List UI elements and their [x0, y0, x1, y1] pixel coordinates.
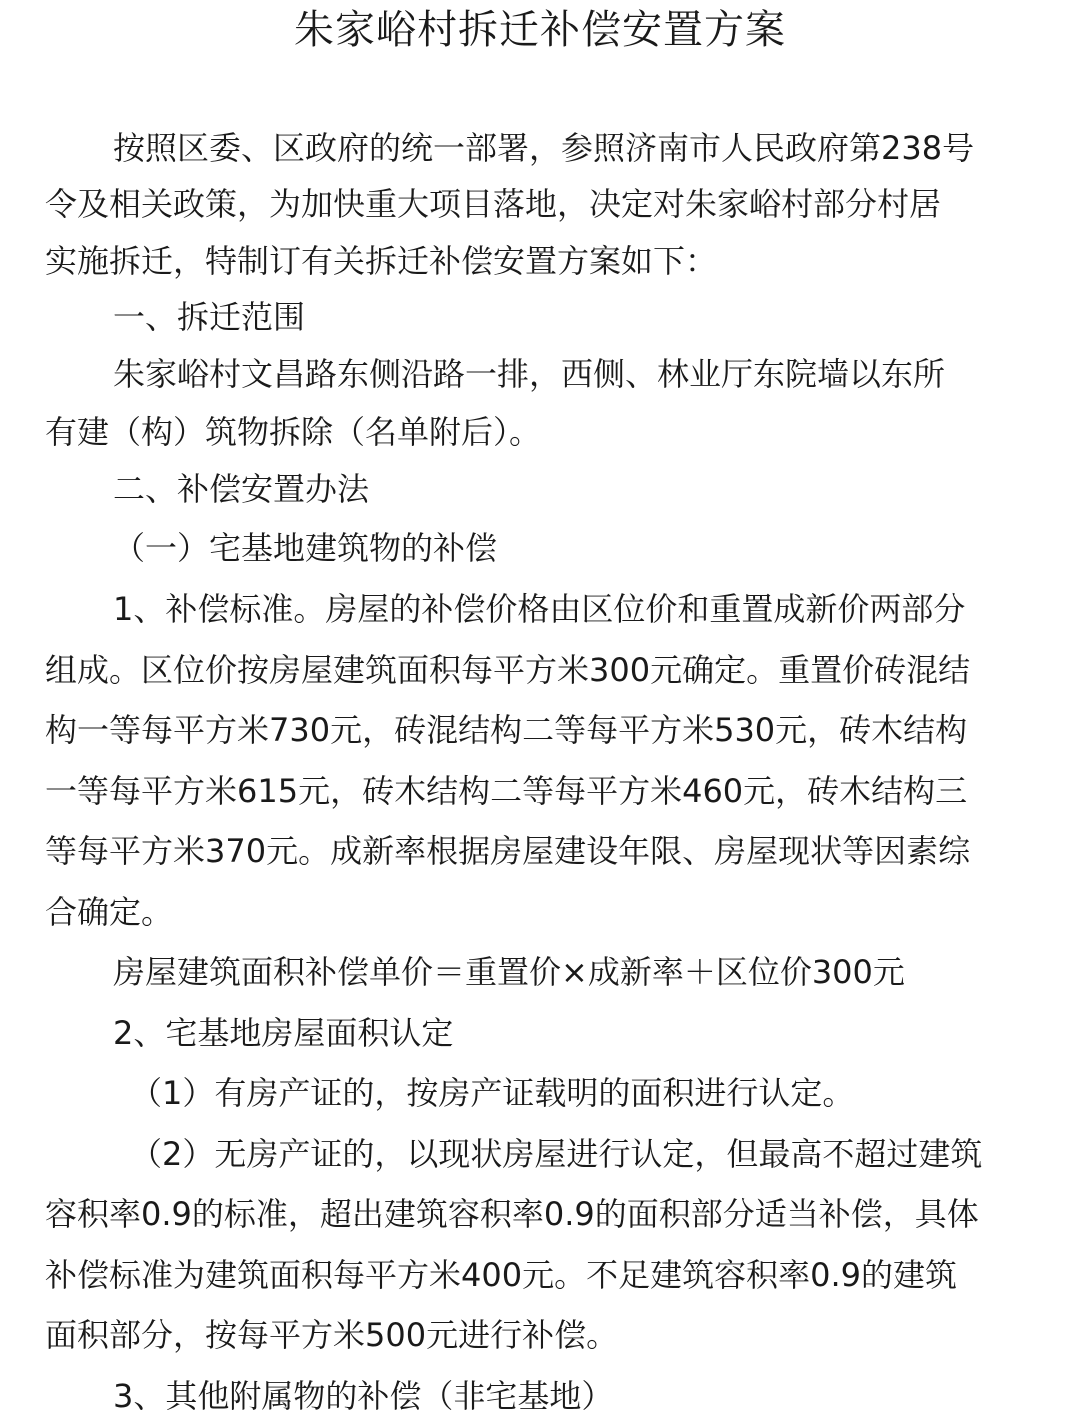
section-heading: 一、拆迁范围 — [113, 298, 306, 336]
paragraph-line: 实施拆迁，特制订有关拆迁补偿安置方案如下： — [45, 242, 718, 280]
section-heading: 二、补偿安置办法 — [113, 470, 370, 508]
list-item: （1）有房产证的，按房产证载明的面积进行认定。 — [130, 1074, 855, 1112]
subsection-heading: 2、宅基地房屋面积认定 — [113, 1014, 454, 1052]
document-title: 朱家峪村拆迁补偿安置方案 — [294, 7, 786, 53]
subsection-heading: 3、其他附属物的补偿（非宅基地） — [113, 1377, 614, 1415]
paragraph-line: 朱家峪村文昌路东侧沿路一排，西侧、林业厅东院墙以东所 — [113, 355, 946, 393]
paragraph-line: 补偿标准为建筑面积每平方米400元。不足建筑容积率0.9的建筑 — [45, 1256, 957, 1294]
paragraph-line: 等每平方米370元。成新率根据房屋建设年限、房屋现状等因素综 — [45, 832, 971, 870]
paragraph-line: 构一等每平方米730元，砖混结构二等每平方米530元，砖木结构 — [45, 711, 968, 749]
paragraph-line: 组成。区位价按房屋建筑面积每平方米300元确定。重置价砖混结 — [45, 651, 971, 689]
paragraph-line: 按照区委、区政府的统一部署，参照济南市人民政府第238号 — [113, 129, 975, 167]
paragraph-line: 1、补偿标准。房屋的补偿价格由区位价和重置成新价两部分 — [113, 590, 966, 628]
formula-line: 房屋建筑面积补偿单价＝重置价×成新率＋区位价300元 — [113, 953, 905, 991]
subsection-heading: （一）宅基地建筑物的补偿 — [113, 529, 498, 567]
paragraph-line: 合确定。 — [45, 893, 174, 931]
paragraph-line: 令及相关政策，为加快重大项目落地，决定对朱家峪村部分村居 — [45, 185, 942, 223]
list-item: （2）无房产证的，以现状房屋进行认定，但最高不超过建筑 — [130, 1135, 983, 1173]
paragraph-line: 面积部分，按每平方米500元进行补偿。 — [45, 1316, 619, 1354]
paragraph-line: 有建（构）筑物拆除（名单附后）。 — [45, 413, 542, 451]
paragraph-line: 一等每平方米615元，砖木结构二等每平方米460元，砖木结构三 — [45, 772, 968, 810]
paragraph-line: 容积率0.9的标准，超出建筑容积率0.9的面积部分适当补偿，具体 — [45, 1195, 979, 1233]
